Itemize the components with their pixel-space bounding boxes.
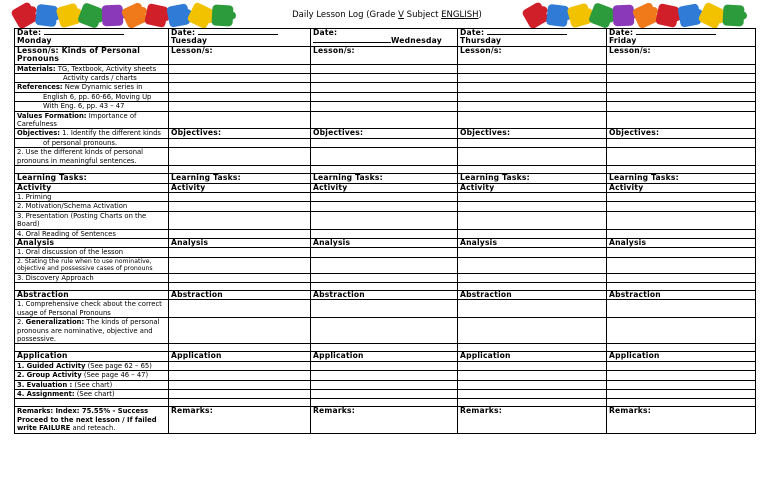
activity-item: 2. Motivation/Schema Activation — [15, 202, 169, 211]
references-line3: With Eng. 6, pp. 43 – 47 — [15, 102, 169, 111]
puzzle-decoration-right — [525, 5, 744, 27]
values-formation: Values Formation: Importance of Carefulness — [15, 111, 169, 129]
abstraction-tuesday: Abstraction — [169, 290, 311, 299]
objectives-wednesday: Objectives: — [311, 129, 458, 138]
activity-wednesday: Activity — [311, 183, 458, 192]
analysis-item: 1. Oral discussion of the lesson — [15, 248, 169, 257]
date-cell-thursday: Date: Thursday — [458, 29, 607, 47]
application-thursday: Application — [458, 352, 607, 361]
lesson-log-table — [14, 28, 756, 434]
remarks-thursday: Remarks: — [458, 407, 607, 433]
application-friday: Application — [607, 352, 756, 361]
date-cell-wednesday: Date: Wednesday — [311, 29, 458, 47]
puzzle-piece-icon — [186, 1, 214, 29]
date-row — [15, 29, 756, 47]
puzzle-piece-icon — [521, 1, 550, 30]
puzzle-piece-icon — [567, 3, 593, 29]
abstraction-monday: Abstraction — [15, 290, 169, 299]
learning-tasks-thursday: Learning Tasks: — [458, 174, 607, 183]
puzzle-decoration-left — [14, 5, 233, 27]
materials-line2: Activity cards / charts — [15, 74, 169, 83]
abstraction-wednesday: Abstraction — [311, 290, 458, 299]
puzzle-piece-icon — [35, 4, 58, 27]
application-monday: Application — [15, 352, 169, 361]
analysis-item: 2. Stating the rule when to use nominative, objective and possessive cases of pronouns — [15, 257, 169, 273]
group-activity: 2. Group Activity (See page 46 – 47) — [15, 371, 169, 380]
generalization: 2. Generalization: The kinds of personal pronouns are nominative, objective and possessive. — [15, 318, 169, 344]
wednesday-lesson: Lesson/s: — [311, 46, 458, 64]
abstraction-item: 1. Comprehensive check about the correct usage of Personal Pronouns — [15, 300, 169, 318]
activity-thursday: Activity — [458, 183, 607, 192]
objectives-line3: 2. Use the different kinds of personal pronouns in meaningful sentences. — [15, 148, 169, 166]
analysis-item: 3. Discovery Approach — [15, 273, 169, 282]
learning-tasks-monday: Learning Tasks: — [15, 174, 169, 183]
analysis-monday: Analysis — [15, 238, 169, 247]
analysis-friday: Analysis — [607, 238, 756, 247]
puzzle-piece-icon — [102, 5, 124, 27]
puzzle-piece-icon — [211, 4, 233, 26]
learning-tasks-friday: Learning Tasks: — [607, 174, 756, 183]
puzzle-piece-icon — [655, 3, 680, 28]
puzzle-piece-icon — [121, 2, 149, 30]
activity-item: 1. Priming — [15, 192, 169, 201]
puzzle-piece-icon — [546, 4, 569, 27]
objectives-line2: of personal pronouns. — [15, 138, 169, 147]
learning-tasks-wednesday: Learning Tasks: — [311, 174, 458, 183]
objectives-tuesday: Objectives: — [169, 129, 311, 138]
page-title: Daily Lesson Log (Grade V Subject ENGLISH) — [292, 10, 482, 20]
date-cell-monday: Date: Monday — [15, 29, 169, 47]
remarks-monday: Remarks: Index: 75.55% - Success Proceed to the next lesson / If failed write FAILURE and reteach. — [15, 407, 169, 433]
puzzle-piece-icon — [56, 3, 82, 29]
references-line2: English 6, pp. 60-66, Moving Up — [15, 92, 169, 101]
puzzle-piece-icon — [632, 2, 660, 30]
assignment: 4. Assignment: (See chart) — [15, 390, 169, 399]
application-wednesday: Application — [311, 352, 458, 361]
puzzle-piece-icon — [677, 3, 702, 28]
activity-tuesday: Activity — [169, 183, 311, 192]
puzzle-piece-icon — [588, 2, 615, 29]
tuesday-lesson: Lesson/s: — [169, 46, 311, 64]
analysis-thursday: Analysis — [458, 238, 607, 247]
abstraction-thursday: Abstraction — [458, 290, 607, 299]
puzzle-piece-icon — [613, 5, 635, 27]
objectives-friday: Objectives: — [607, 129, 756, 138]
evaluation: 3. Evaluation : (See chart) — [15, 380, 169, 389]
materials: Materials: TG, Textbook, Activity sheets — [15, 64, 169, 73]
puzzle-piece-icon — [77, 2, 104, 29]
objectives-monday: Objectives: 1. Identify the different kinds — [15, 129, 169, 138]
puzzle-piece-icon — [722, 4, 744, 26]
puzzle-piece-icon — [166, 3, 191, 28]
remarks-wednesday: Remarks: — [311, 407, 458, 433]
application-tuesday: Application — [169, 352, 311, 361]
date-cell-tuesday: Date: Tuesday — [169, 29, 311, 47]
puzzle-piece-icon — [10, 1, 39, 30]
monday-lesson: Lesson/s: Kinds of Personal Pronouns — [15, 46, 169, 64]
remarks-tuesday: Remarks: — [169, 407, 311, 433]
thursday-lesson: Lesson/s: — [458, 46, 607, 64]
activity-friday: Activity — [607, 183, 756, 192]
activity-item: 4. Oral Reading of Sentences — [15, 229, 169, 238]
puzzle-piece-icon — [144, 3, 169, 28]
learning-tasks-tuesday: Learning Tasks: — [169, 174, 311, 183]
puzzle-piece-icon — [697, 1, 725, 29]
friday-lesson: Lesson/s: — [607, 46, 756, 64]
objectives-thursday: Objectives: — [458, 129, 607, 138]
remarks-friday: Remarks: — [607, 407, 756, 433]
references: References: New Dynamic series in — [15, 83, 169, 92]
activity-item: 3. Presentation (Posting Charts on the Board) — [15, 211, 169, 229]
guided-activity: 1. Guided Activity (See page 62 – 65) — [15, 361, 169, 370]
analysis-tuesday: Analysis — [169, 238, 311, 247]
analysis-wednesday: Analysis — [311, 238, 458, 247]
date-cell-friday: Date: Friday — [607, 29, 756, 47]
abstraction-friday: Abstraction — [607, 290, 756, 299]
activity-monday: Activity — [15, 183, 169, 192]
